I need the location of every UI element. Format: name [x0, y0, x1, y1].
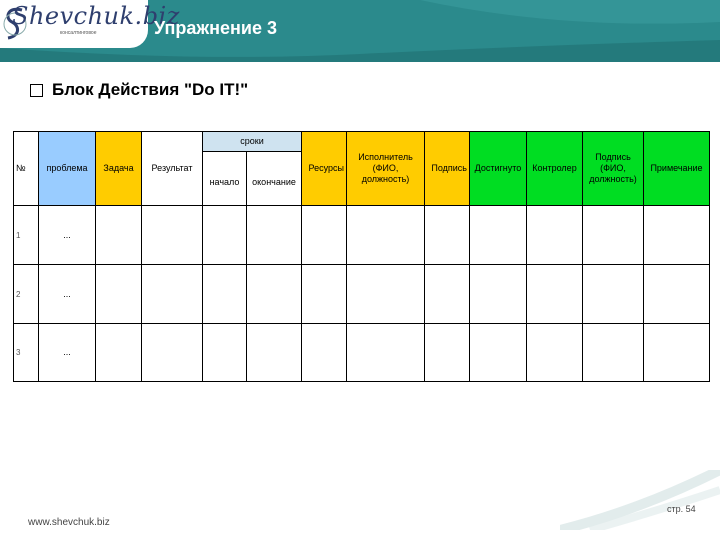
checkbox-bullet-icon	[30, 84, 43, 97]
row-1-resources[interactable]	[302, 206, 347, 265]
header-resources: Ресурсы	[302, 131, 347, 206]
row-2-num: 2	[13, 265, 39, 324]
row-2-achieved[interactable]	[470, 265, 527, 324]
row-3-start[interactable]	[203, 324, 247, 382]
slide-title: Упражнение 3	[154, 18, 277, 38]
row-1-num: 1	[13, 206, 39, 265]
header-signature-fio: Подпись (ФИО, должность)	[583, 131, 644, 206]
row-2-executor[interactable]	[347, 265, 425, 324]
row-2-start[interactable]	[203, 265, 247, 324]
header-achieved: Достигнуто	[470, 131, 527, 206]
header-task: Задача	[96, 131, 142, 206]
row-1-note[interactable]	[644, 206, 710, 265]
logo[interactable]	[0, 0, 180, 48]
header-signature: Подпись	[425, 131, 470, 206]
subheading	[30, 80, 248, 100]
row-2-signature-fio[interactable]	[583, 265, 644, 324]
row-2-problem[interactable]: ...	[39, 265, 96, 324]
header-note: Примечание	[644, 131, 710, 206]
header-end: окончание	[247, 152, 302, 206]
header-problem: проблема	[39, 131, 96, 206]
header-controller: Контролер	[527, 131, 583, 206]
row-1-task[interactable]	[96, 206, 142, 265]
row-3-executor[interactable]	[347, 324, 425, 382]
row-2-signature[interactable]	[425, 265, 470, 324]
row-1-end[interactable]	[247, 206, 302, 265]
header-group-deadlines: сроки	[203, 131, 302, 152]
page-number: стр. 54	[667, 504, 696, 514]
row-2-note[interactable]	[644, 265, 710, 324]
row-1-achieved[interactable]	[470, 206, 527, 265]
row-1-problem[interactable]: ...	[39, 206, 96, 265]
row-3-controller[interactable]	[527, 324, 583, 382]
header-num: №	[13, 131, 39, 206]
row-3-problem[interactable]: ...	[39, 324, 96, 382]
footer-url[interactable]: www.shevchuk.biz	[28, 517, 110, 528]
row-3-end[interactable]	[247, 324, 302, 382]
header-result: Результат	[142, 131, 203, 206]
row-1-start[interactable]	[203, 206, 247, 265]
row-1-signature-fio[interactable]	[583, 206, 644, 265]
row-1-signature[interactable]	[425, 206, 470, 265]
header-executor: Исполнитель (ФИО, должность)	[347, 131, 425, 206]
row-1-result[interactable]	[142, 206, 203, 265]
subheading-text: Блок Действия "Do IT!"	[52, 80, 249, 99]
row-2-result[interactable]	[142, 265, 203, 324]
row-3-resources[interactable]	[302, 324, 347, 382]
header-banner	[0, 0, 720, 62]
logo-text: Shevchuk.biz	[12, 2, 180, 30]
row-3-signature[interactable]	[425, 324, 470, 382]
logo-tagline: консалтинговое	[60, 30, 97, 36]
row-3-result[interactable]	[142, 324, 203, 382]
row-1-controller[interactable]	[527, 206, 583, 265]
row-3-note[interactable]	[644, 324, 710, 382]
do-it-table	[13, 131, 710, 382]
row-1-executor[interactable]	[347, 206, 425, 265]
row-3-achieved[interactable]	[470, 324, 527, 382]
row-2-controller[interactable]	[527, 265, 583, 324]
row-2-task[interactable]	[96, 265, 142, 324]
row-2-resources[interactable]	[302, 265, 347, 324]
row-3-task[interactable]	[96, 324, 142, 382]
row-3-num: 3	[13, 324, 39, 382]
row-3-signature-fio[interactable]	[583, 324, 644, 382]
row-2-end[interactable]	[247, 265, 302, 324]
corner-decoration	[560, 470, 720, 530]
header-start: начало	[203, 152, 247, 206]
